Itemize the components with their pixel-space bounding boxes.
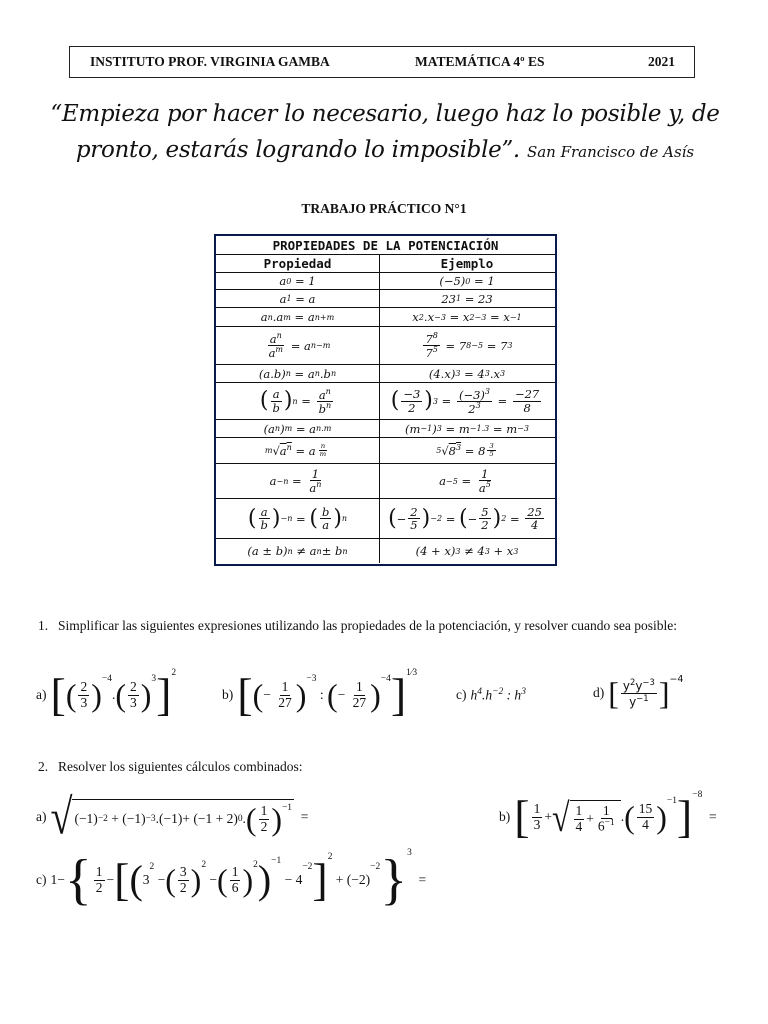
property-cell: ( $\frac{a}{b}$ ) n = $\frac{a^n}{b^n}$ — [216, 383, 380, 419]
table-row — [216, 273, 555, 290]
property-cell: a 1 = a — [216, 290, 380, 307]
example-cell: 5 √ $8^3$ = 8 $\frac{3}{5}$ — [436, 441, 494, 458]
table-row — [216, 499, 555, 539]
exercise-1a: a) [ ( $\frac{2}{3}$ ) $^{-4}$ . ( $\frac{2}{3}$ ) $^3$ ] $^2$ — [36, 668, 177, 720]
property-cell: (a n ) m = a n.m — [216, 420, 380, 437]
property-cell: a n .a m = a n+m — [216, 308, 380, 326]
example-cell: a −5 = $\frac{1}{a^5}$ — [439, 467, 491, 495]
subject-name: MATEMÁTICA 4º ES — [415, 54, 545, 69]
exercise-label: a) — [36, 809, 47, 824]
school-year: 2021 — [648, 54, 675, 69]
power-properties-table — [214, 234, 557, 566]
example-cell: x 2 .x −3 = x 2−3 = x −1 — [412, 310, 522, 324]
table-row — [216, 308, 555, 327]
example-cell: (4 + x) 3 ≠ 4 3 + x 3 — [415, 544, 519, 558]
exercise-1-statement — [38, 616, 732, 635]
motivational-quote — [40, 96, 730, 170]
exercise-2-number: 2. — [38, 759, 49, 774]
table-row — [216, 539, 555, 563]
quote-line-2-wrap — [40, 132, 730, 170]
exercise-label: d) — [593, 685, 605, 700]
example-cell: 23 1 = 23 — [441, 291, 493, 306]
property-cell: a −n = $\frac{1}{a^n}$ — [216, 464, 380, 498]
page-title: TRABAJO PRÁCTICO N°1 — [301, 201, 467, 216]
exercise-label: b) — [499, 809, 511, 824]
table-row — [216, 365, 555, 383]
exercise-label: b) — [222, 687, 234, 702]
exercise-1c: c) $h^4.h^{-2}$ : $h^3$ — [456, 686, 526, 703]
table-row — [216, 290, 555, 308]
exercise-1d: d) [ $\frac{y^2y^{-3}}{y^{-1}}$ ] $^{-4}$ — [593, 674, 684, 711]
exercise-2-statement — [38, 757, 732, 776]
property-cell: (a.b) n = a n .b n — [216, 365, 380, 382]
table-row — [216, 464, 555, 499]
table-row — [216, 420, 555, 438]
exercise-1-text: Simplificar las siguientes expresiones utilizando las propiedades de la potenciación, y resolver cuando sea posible: — [58, 618, 677, 633]
exercise-2-text: Resolver los siguientes cálculos combinados: — [58, 759, 303, 774]
table-title: PROPIEDADES DE LA POTENCIACIÓN — [272, 237, 499, 253]
exercise-2a: a) √ (−1) −2 + (−1) −3 .(−1)+ (−1 + 2) 0 . ( $\frac{1}{2}$ ) $^{-1}$ = — [36, 788, 309, 845]
exercise-1b: b) [ ( − $\frac{1}{27}$ ) $^{-3}$ : ( − $\frac{1}{27}$ ) $^{-4}$ ] $^{1⁄3}$ — [222, 668, 418, 720]
table-row — [216, 438, 555, 464]
table-row — [216, 383, 555, 420]
school-name: INSTITUTO PROF. VIRGINIA GAMBA — [90, 54, 330, 69]
example-cell: (4.x) 3 = 4 3 .x 3 — [428, 366, 506, 381]
exercise-2b: b) [ $\frac{1}{3}$ + √ $\frac{1}{4}$ + $\frac{1}{6^{-1}}$ . ( $\frac{15}{4}$ ) $^{-1}$ ] $^{-8}$ = — [499, 790, 717, 842]
property-cell: a 0 = 1 — [216, 273, 380, 289]
example-cell: ( − $\frac{2}{5}$ ) −2 = ( − $\frac{5}{2}$ ) 2 = $\frac{25}{4}$ — [388, 504, 542, 532]
quote-line-2: pronto, estarás logrando lo imposible”. — [75, 137, 520, 163]
example-cell: $\frac{7^8}{7^5}$ = 7 8−5 = 7 3 — [425, 331, 513, 360]
exercise-label: c) — [36, 872, 47, 887]
header-box — [69, 46, 695, 78]
col-header-example: Ejemplo — [440, 256, 494, 271]
table-title-row — [216, 236, 555, 255]
exercise-1-number: 1. — [38, 618, 49, 633]
example-cell: (−5) 0 = 1 — [439, 274, 495, 288]
example-cell: (m −1 ) 3 = m −1.3 = m −3 — [404, 421, 530, 436]
property-cell: (a ± b) n ≠ a n ± b n — [216, 539, 380, 563]
property-cell: $\frac{a^n}{a^m}$ = a n−m — [216, 327, 380, 364]
exercise-label: a) — [36, 687, 47, 702]
quote-line-1: “Empieza por hacer lo necesario, luego haz lo posible y, de — [50, 101, 720, 127]
table-header-row — [216, 255, 555, 273]
property-cell: ( $\frac{a}{b}$ ) −n = ( $\frac{b}{a}$ ) n — [216, 499, 380, 538]
example-cell: ( $\frac{-3}{2}$ ) 3 = $\frac{(-3)^3}{2^3}$ = $\frac{-27}{8}$ — [390, 386, 540, 416]
col-header-property: Propiedad — [216, 255, 380, 272]
table-row — [216, 327, 555, 365]
property-cell: m √ $a^n$ = a $\frac{n}{m}$ — [216, 438, 380, 463]
quote-author: San Francisco de Asís — [526, 143, 695, 161]
exercise-label: c) — [456, 687, 467, 702]
exercise-2c: c) 1− { $\frac{1}{2}$ − [ ( 3 $^2$ − ( $\frac{3}{2}$ ) $^2$ − ( $\frac{1}{6}$ ) $^2$ ) $^{-1}$ − 4 $_{-2}$ ] $^2$ + (−2) −2 } $^3$ = — [36, 848, 427, 911]
